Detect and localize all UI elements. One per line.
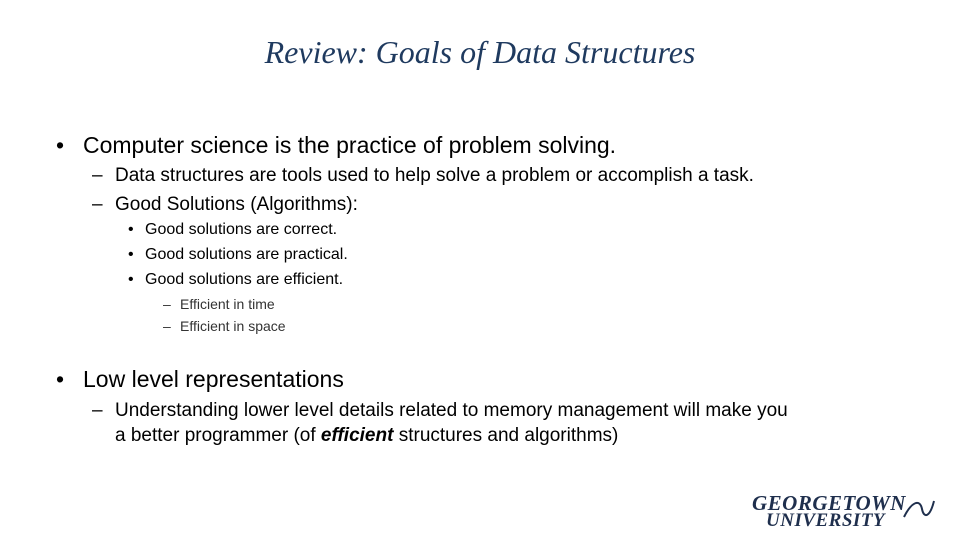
- bullet-text: Low level representations: [83, 366, 344, 392]
- bullet-text: Computer science is the practice of problem solving.: [83, 132, 617, 158]
- dash-marker: –: [163, 318, 171, 334]
- detail-text: Efficient in space: [180, 318, 286, 334]
- bullet-marker: •: [128, 246, 134, 263]
- bullet-marker: •: [128, 271, 134, 288]
- item-text: Good solutions are efficient.: [145, 271, 344, 288]
- sub-bullet-text-line1: Understanding lower level details related to memory management will make you: [115, 400, 788, 421]
- sub-bullet-text: Data structures are tools used to help solve a problem or accomplish a task.: [115, 165, 754, 186]
- bullet-marker: •: [128, 221, 134, 238]
- dash-marker: –: [92, 194, 103, 215]
- detail-text: Efficient in time: [180, 296, 275, 312]
- item-text: Good solutions are correct.: [145, 221, 338, 238]
- dash-marker: –: [92, 165, 103, 186]
- sub-bullet-text-post: structures and algorithms): [393, 425, 619, 446]
- logo-line-georgetown: GEORGETOWN: [752, 491, 906, 515]
- dash-marker: –: [163, 296, 171, 312]
- item-text: Good solutions are practical.: [145, 246, 348, 263]
- logo-swash-icon: [902, 495, 936, 525]
- georgetown-university-logo: [752, 493, 937, 533]
- sub-bullet-text-pre: a better programmer (of: [115, 425, 321, 446]
- sub-bullet-text: Good Solutions (Algorithms):: [115, 194, 358, 215]
- bullet-marker: •: [56, 366, 65, 392]
- sub-bullet-understanding-line2: [115, 425, 618, 447]
- slide-title: Review: Goals of Data Structures: [264, 34, 696, 70]
- emphasis-efficient: efficient: [320, 425, 394, 446]
- logo-line-university: UNIVERSITY: [766, 510, 886, 531]
- bullet-marker: •: [56, 132, 65, 158]
- dash-marker: –: [92, 400, 103, 421]
